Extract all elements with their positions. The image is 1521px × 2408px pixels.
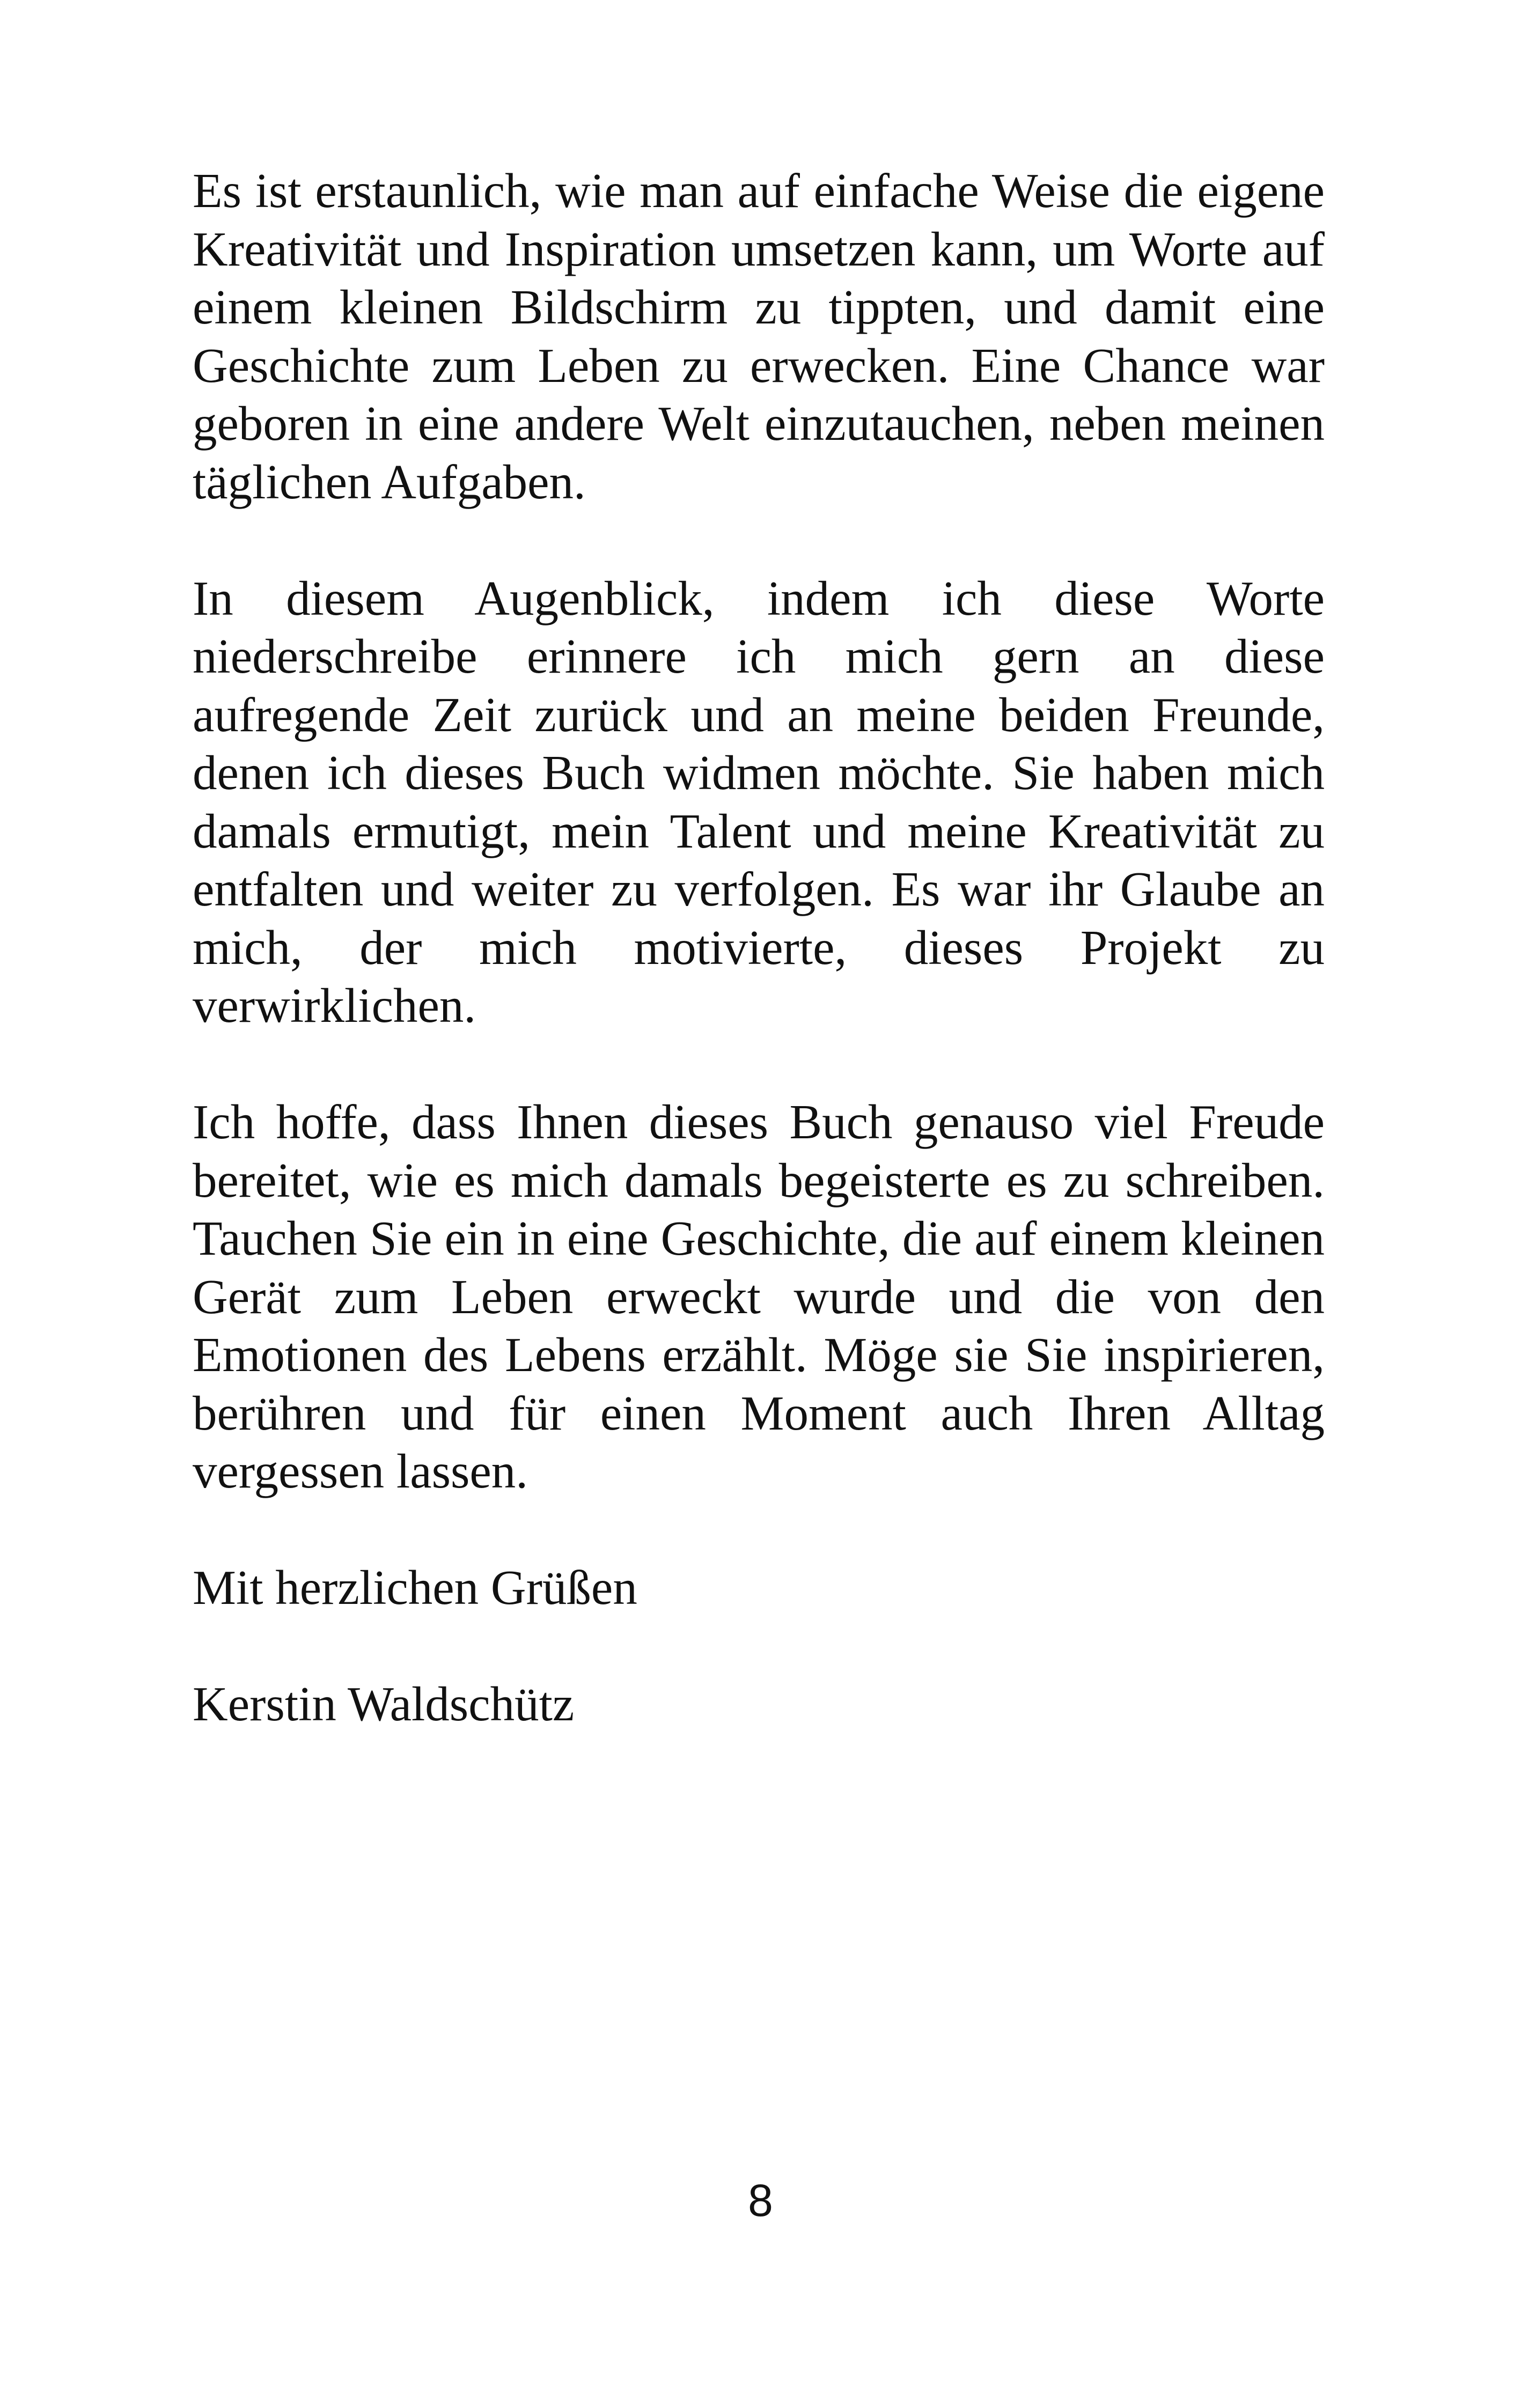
page-number: 8 [748,2175,773,2226]
closing-line: Mit herzlichen Grüßen [193,1560,637,1615]
author-signature: Kerstin Waldschütz [193,1677,575,1731]
paragraph-2: In diesem Augenblick, indem ich diese Worte niederschreibe erinnere ich mich gern an diese aufregende Zeit zurück und an meine beiden Freunde, denen ich dieses Buch widmen möchte. Sie haben mich damals ermutigt, mein Talent und meine Kreativität zu entfalten und weiter zu verfolgen. Es war ihr Glaube an mich, der mich motivierte, dieses Projekt zu verwirklichen. [193,571,1325,1033]
paragraph-1: Es ist erstaunlich, wie man auf einfache Weise die eigene Kreativität und Inspiration umsetzen kann, um Worte auf einem kleinen Bildschirm zu tippten, und damit eine Geschichte zum Leben zu erwecken. Eine Chance war geboren in eine andere Welt einzutauchen, neben meinen täglichen Aufgaben. [193,164,1325,509]
body-text [193,162,1325,1734]
paragraph-3: Ich hoffe, dass Ihnen dieses Buch genauso viel Freude bereitet, wie es mich damals begeisterte es zu schreiben. Tauchen Sie ein in eine Geschichte, die auf einem kleinen Gerät zum Leben erweckt wurde und die von den Emotionen des Lebens erzählt. Möge sie Sie inspirieren, berühren und für einen Moment auch Ihren Alltag vergessen lassen. [193,1095,1325,1498]
